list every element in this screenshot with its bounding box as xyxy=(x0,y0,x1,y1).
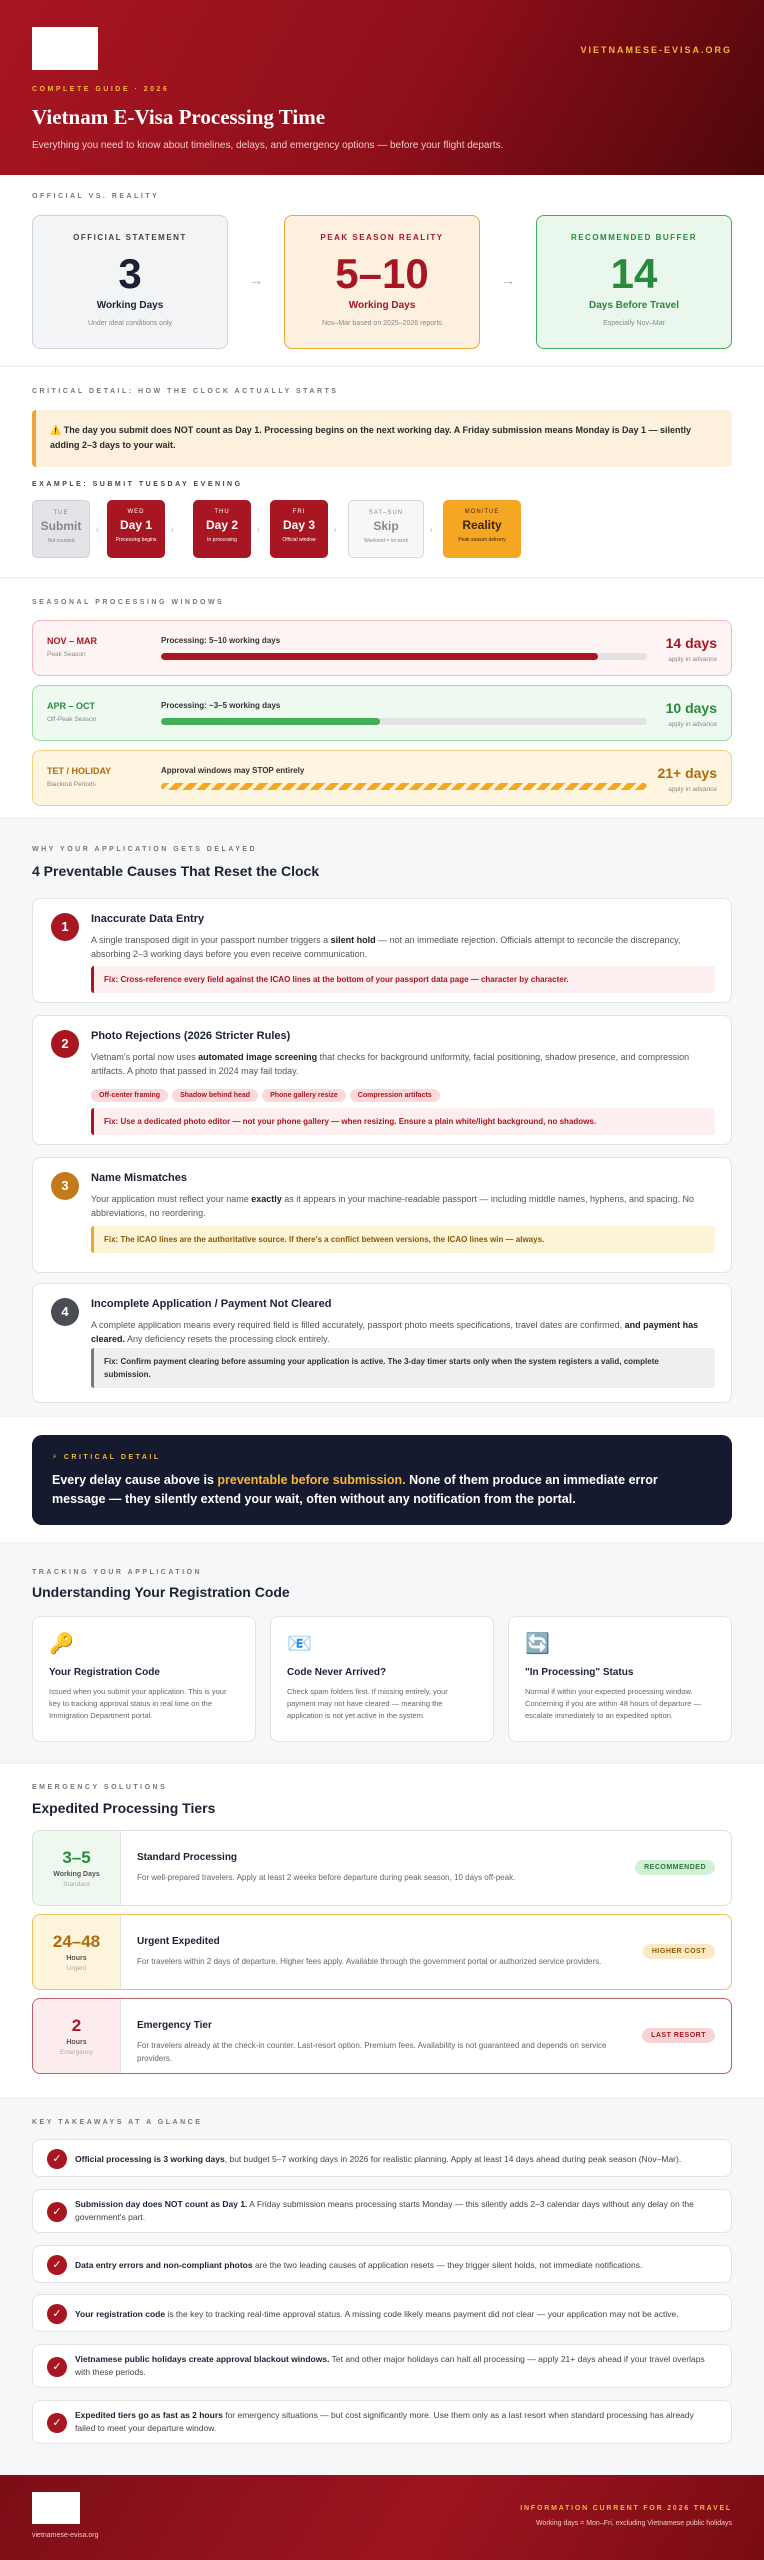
arrow-icon: › xyxy=(96,525,99,534)
processing-status-card: 🔄 "In Processing" Status Normal if within your expected processing window. Concerning if you are within 48 hours of departure — escalate immediately to an expedited option. xyxy=(508,1616,732,1742)
section-label: SEASONAL PROCESSING WINDOWS xyxy=(32,599,225,606)
season-peak: NOV – MAR Peak Season Processing: 5–10 working days 14 days apply in advance xyxy=(32,620,732,676)
footer-note: Working days = Mon–Fri, excluding Vietnamese public holidays xyxy=(535,2520,732,2527)
check-icon: ✓ xyxy=(47,2149,67,2169)
takeaway-item: ✓ Data entry errors and non-compliant photos are the two leading causes of application resets — they trigger silent holds, not immediate notifications. xyxy=(32,2245,732,2283)
section-label: CRITICAL DETAIL: HOW THE CLOCK ACTUALLY STARTS xyxy=(32,388,339,395)
cause-card: 4 Incomplete Application / Payment Not Cleared A complete application means every required field is filled accurately, passport photo meets specifications, travel dates are confirmed, and payment has cleared. Any deficiency resets the processing clock entirely. Fix: Confirm payment clearing before assuming your application is active. The 3-day timer starts only when the system registers a valid, complete submission. xyxy=(32,1283,732,1403)
fix-note: Fix: The ICAO lines are the authoritative source. If there's a conflict between versions, the ICAO lines win — always. xyxy=(91,1226,715,1253)
section-label: EMERGENCY SOLUTIONS xyxy=(32,1784,168,1791)
code-missing-card: 📧 Code Never Arrived? Check spam folders first. If missing entirely, your payment may not have cleared — meaning the application is not yet active in the system. xyxy=(270,1616,494,1742)
day-tue: TUE Submit Not counted xyxy=(32,500,90,558)
refresh-icon: 🔄 xyxy=(525,1633,550,1655)
arrow-icon: › xyxy=(430,525,433,534)
fix-note: Fix: Use a dedicated photo editor — not your phone gallery — when resizing. Ensure a plain white/light background, no shadows. xyxy=(91,1108,715,1135)
card-note: Especially Nov–Mar xyxy=(603,320,665,327)
tier-urgent: 24–48 Hours Urgent Urgent Expedited For travelers within 2 days of departure. Higher fees apply. Available through the government portal or authorized service providers. HIGHER COST xyxy=(32,1914,732,1990)
card-title: RECOMMENDED BUFFER xyxy=(570,233,698,242)
cause-card: 2 Photo Rejections (2026 Stricter Rules) Vietnam's portal now uses automated image screening that checks for background uniformity, facial positioning, shadow presence, and compression artifacts. A photo that passed in 2024 may fail today. Off-center framing Shadow behind head Phone gallery resize Compression artifacts Fix: Use a dedicated photo editor — not your phone gallery — when resizing. Ensure a plain white/light background, no shadows. xyxy=(32,1015,732,1145)
buffer-card xyxy=(536,215,732,349)
footer-logo[interactable] xyxy=(32,2492,80,2524)
day-weekend: SAT–SUN Skip Weekend = no work xyxy=(348,500,424,558)
day-thu: THU Day 2 In processing xyxy=(193,500,251,558)
footer-info: INFORMATION CURRENT FOR 2026 TRAVEL xyxy=(520,2505,732,2512)
cause-card: 1 Inaccurate Data Entry A single transposed digit in your passport number triggers a silent hold — not an immediate rejection. Officials attempt to reconcile the discrepancy, absorbing 2–3 working days before you even receive communication. Fix: Cross-reference every field against the ICAO lines at the bottom of your passport data page — character by character. xyxy=(32,898,732,1003)
takeaway-item: ✓ Expedited tiers go as fast as 2 hours for emergency situations — but cost significantly more. Use them only as a last resort when standard processing has already failed to meet your departure window. xyxy=(32,2400,732,2444)
card-title: OFFICIAL STATEMENT xyxy=(73,233,187,242)
check-icon: ✓ xyxy=(47,2304,67,2324)
site-link[interactable]: VIETNAMESE-EVISA.ORG xyxy=(580,45,732,55)
section-title: Expedited Processing Tiers xyxy=(32,1800,216,1816)
fix-note: Fix: Confirm payment clearing before assuming your application is active. The 3-day timer starts only when the system registers a valid, complete submission. xyxy=(91,1348,715,1388)
card-note: Nov–Mar based on 2025–2026 reports xyxy=(322,320,442,327)
critical-banner: ⚡ CRITICAL DETAIL Every delay cause above is preventable before submission. None of them produce an immediate error message — they silently extend your wait, often without any notification from the portal. xyxy=(32,1435,732,1525)
hero-eyebrow: COMPLETE GUIDE · 2026 xyxy=(32,86,170,93)
section-label: OFFICIAL VS. REALITY xyxy=(32,193,160,200)
section-title: Understanding Your Registration Code xyxy=(32,1584,290,1600)
day-reality: MON/TUE Reality Peak season delivery xyxy=(443,500,521,558)
check-icon: ✓ xyxy=(47,2357,67,2377)
takeaway-item: ✓ Submission day does NOT count as Day 1. A Friday submission means processing starts Monday — this silently adds 2–3 calendar days without any delay on the government's part. xyxy=(32,2189,732,2233)
official-card xyxy=(32,215,228,349)
card-title: PEAK SEASON REALITY xyxy=(320,233,444,242)
site-logo[interactable] xyxy=(32,27,98,70)
section-label: TRACKING YOUR APPLICATION xyxy=(32,1569,203,1576)
card-number: 3 xyxy=(118,250,142,297)
card-note: Under ideal conditions only xyxy=(87,320,173,327)
card-unit: Days Before Travel xyxy=(588,300,680,311)
check-icon: ✓ xyxy=(47,2202,67,2222)
card-unit: Working Days xyxy=(96,300,164,311)
day-wed: WED Day 1 Processing begins xyxy=(107,500,165,558)
tier-standard: 3–5 Working Days Standard Standard Processing For well-prepared travelers. Apply at least 2 weeks before departure during peak season, 10 days off-peak. RECOMMENDED xyxy=(32,1830,732,1906)
progress-bar xyxy=(161,783,647,790)
page-subtitle: Everything you need to know about timelines, delays, and emergency options — before your flight departs. xyxy=(32,140,504,151)
peak-card xyxy=(284,215,480,349)
progress-bar xyxy=(161,653,647,660)
registration-code-card: 🔑 Your Registration Code Issued when you submit your application. This is your key to tracking approval status in real time on the Immigration Department portal. xyxy=(32,1616,256,1742)
arrow-icon: › xyxy=(257,525,260,534)
check-icon: ✓ xyxy=(47,2413,67,2433)
example-label: EXAMPLE: SUBMIT TUESDAY EVENING xyxy=(32,481,243,488)
section-label: WHY YOUR APPLICATION GETS DELAYED xyxy=(32,846,258,853)
card-unit: Working Days xyxy=(348,300,416,311)
day-fri: FRI Day 3 Official window xyxy=(270,500,328,558)
card-number: 14 xyxy=(610,250,658,297)
tag-list: Off-center framing Shadow behind head Phone gallery resize Compression artifacts xyxy=(91,1084,444,1102)
card-number: 5–10 xyxy=(335,250,429,297)
hero-header xyxy=(0,0,764,175)
takeaway-item: ✓ Official processing is 3 working days, but budget 5–7 working days in 2026 for realistic planning. Apply at least 14 days ahead during peak season (Nov–Mar). xyxy=(32,2139,732,2177)
tier-badge: HIGHER COST xyxy=(643,1944,715,1959)
check-icon: ✓ xyxy=(47,2255,67,2275)
key-icon: 🔑 xyxy=(49,1633,74,1655)
section-title: 4 Preventable Causes That Reset the Clock xyxy=(32,863,320,879)
mail-icon: 📧 xyxy=(287,1633,312,1655)
clock-warning: ⚠️ The day you submit does NOT count as Day 1. Processing begins on the next working day. A Friday submission means Monday is Day 1 — silently adding 2–3 days to your wait. xyxy=(32,410,732,467)
progress-bar xyxy=(161,718,647,725)
arrow-right-icon: → xyxy=(249,272,263,288)
cause-card: 3 Name Mismatches Your application must reflect your name exactly as it appears in your machine-readable passport — including middle names, hyphens, and spacing. No abbreviations, no reordering. Fix: The ICAO lines are the authoritative source. If there's a conflict between versions, the ICAO lines win — always. xyxy=(32,1157,732,1273)
arrow-icon: › xyxy=(334,525,337,534)
section-label: KEY TAKEAWAYS AT A GLANCE xyxy=(32,2119,203,2126)
tier-emergency: 2 Hours Emergency Emergency Tier For travelers already at the check-in counter. Last-resort option. Premium fees. Availability is not guaranteed and depends on service providers. LAST RESORT xyxy=(32,1998,732,2074)
page-title: Vietnam E-Visa Processing Time xyxy=(32,105,326,129)
tier-badge: LAST RESORT xyxy=(642,2028,715,2043)
takeaway-item: ✓ Your registration code is the key to tracking real-time approval status. A missing code likely means payment did not clear — your application may not be active. xyxy=(32,2294,732,2332)
arrow-right-icon: → xyxy=(501,272,515,288)
tier-badge: RECOMMENDED xyxy=(635,1860,715,1875)
arrow-icon: › xyxy=(171,525,174,534)
season-offpeak: APR – OCT Off-Peak Season Processing: ~3–5 working days 10 days apply in advance xyxy=(32,685,732,741)
season-holiday: TET / HOLIDAY Blackout Periods Approval windows may STOP entirely 21+ days apply in advance xyxy=(32,750,732,806)
official-section xyxy=(0,175,764,365)
takeaway-item: ✓ Vietnamese public holidays create approval blackout windows. Tet and other major holidays can halt all processing — apply 21+ days ahead if your travel overlaps with these periods. xyxy=(32,2344,732,2388)
fix-note: Fix: Cross-reference every field against the ICAO lines at the bottom of your passport data page — character by character. xyxy=(91,966,715,993)
footer xyxy=(0,2475,764,2560)
footer-site[interactable]: vietnamese-evisa.org xyxy=(32,2532,99,2539)
